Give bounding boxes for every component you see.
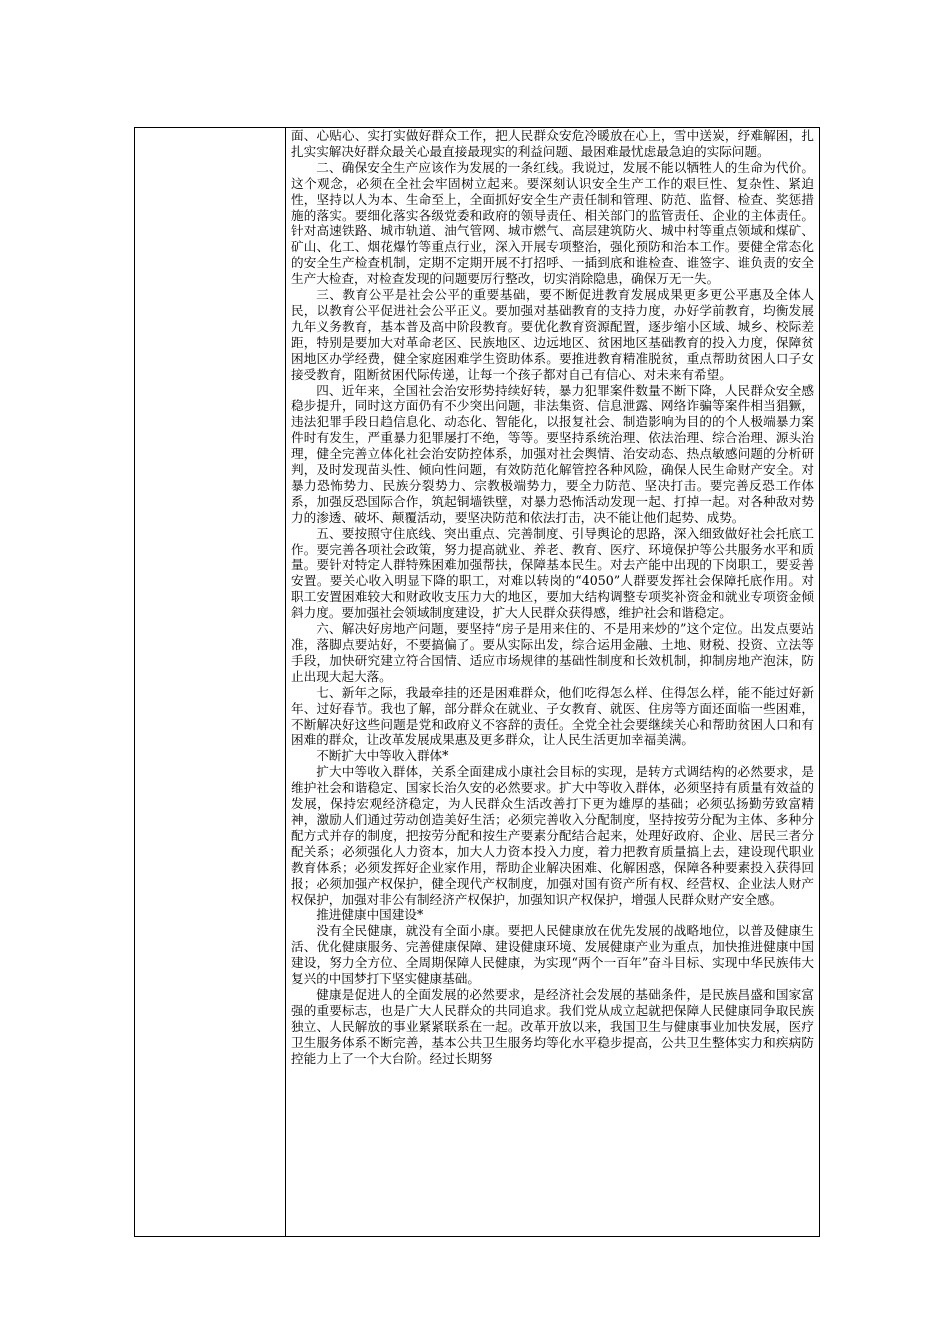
paragraph: 四、近年来，全国社会治安形势持续好转，暴力犯罪案件数量不断下降，人民群众安全感稳步提升，同时这方面仍有不少突出问题，非法集资、信息泄露、网络诈骗等案件相当猖獗，违法犯罪手段日趋信息化、动态化、智能化，以报复社会、制造影响为目的的个人极端暴力案件时有发生，严重暴力犯罪屡打不绝，等等。要坚持系统治理、依法治理、综合治理、源头治理，健全完善立体化社会治安防控体系，加强对社会舆情、治安动态、热点敏感问题的分析研判，及时发现苗头性、倾向性问题，有效防范化解管控各种风险，确保人民生命财产安全。对暴力恐怖势力、民族分裂势力、宗教极端势力，要全力防范、坚决打击。要完善反恐工作体系，加强反恐国际合作，筑起铜墙铁壁，对暴力恐怖活动发现一起、打掉一起。对各种敌对势力的渗透、破坏、颠覆活动，要坚决防范和依法打击，决不能让他们起势、成势。 bbox=[291, 382, 814, 525]
paragraph: 健康是促进人的全面发展的必然要求，是经济社会发展的基础条件，是民族昌盛和国家富强的重要标志，也是广大人民群众的共同追求。我们党从成立起就把保障人民健康同争取民族独立、人民解放的事业紧紧联系在一起。改革开放以来，我国卫生与健康事业加快发展，医疗卫生服务体系不断完善，基本公共卫生服务均等化水平稳步提高，公共卫生整体实力和疾病防控能力上了一个大台阶。经过长期努 bbox=[291, 986, 814, 1066]
content-cell bbox=[286, 128, 819, 1236]
paragraph: 七、新年之际，我最牵挂的还是困难群众，他们吃得怎么样、住得怎么样，能不能过好新年、过好春节。我也了解，部分群众在就业、子女教育、就医、住房等方面还面临一些困难，不断解决好这些问题是党和政府义不容辞的责任。全党全社会要继续关心和帮助贫困人口和有困难的群众，让改革发展成果惠及更多群众，让人民生活更加幸福美满。 bbox=[291, 684, 814, 748]
left-empty-cell bbox=[135, 128, 286, 1236]
paragraph: 面、心贴心、实打实做好群众工作，把人民群众安危冷暖放在心上，雪中送炭，纾难解困，扎扎实实解决好群众最关心最直接最现实的利益问题、最困难最忧虑最急迫的实际问题。 bbox=[291, 128, 814, 159]
document-table bbox=[134, 127, 820, 1237]
paragraph: 六、解决好房地产问题，要坚持“房子是用来住的、不是用来炒的”这个定位。出发点要站准，落脚点要站好，不要搞偏了。要从实际出发，综合运用金融、土地、财税、投资、立法等手段，加快研究建立符合国情、适应市场规律的基础性制度和长效机制，抑制房地产泡沫，防止出现大起大落。 bbox=[291, 621, 814, 684]
paragraph: 二、确保安全生产应该作为发展的一条红线。我说过，发展不能以牺牲人的生命为代价。这个观念，必须在全社会牢固树立起来。要深刻认识安全生产工作的艰巨性、复杂性、紧迫性，坚持以人为本、生命至上，全面抓好安全生产责任制和管理、防范、监督、检查、奖惩措施的落实。要细化落实各级党委和政府的领导责任、相关部门的监管责任、企业的主体责任。针对高速铁路、城市轨道、油气管网、城市燃气、高层建筑防火、城中村等重点领域和煤矿、矿山、化工、烟花爆竹等重点行业，深入开展专项整治，强化预防和治本工作。要健全常态化的安全生产检查机制，定期不定期开展不打招呼、一插到底和谁检查、谁签字、谁负责的安全生产大检查，对检查发现的问题要厉行整改，切实消除隐患，确保万无一失。 bbox=[291, 159, 814, 287]
paragraph: 五、要按照守住底线、突出重点、完善制度、引导舆论的思路，深入细致做好社会托底工作。要完善各项社会政策，努力提高就业、养老、教育、医疗、环境保护等公共服务水平和质量。要针对特定人群特殊困难加强帮扶，保障基本民生。对去产能中出现的下岗职工，要妥善安置。要关心收入明显下降的职工，对难以转岗的“4050”人群要发挥社会保障托底作用。对职工安置困难较大和财政收支压力大的地区，要加大结构调整专项奖补资金和就业专项资金倾斜力度。要加强社会领域制度建设，扩大人民群众获得感，维护社会和谐稳定。 bbox=[291, 525, 814, 621]
paragraph: 三、教育公平是社会公平的重要基础，要不断促进教育发展成果更多更公平惠及全体人民，以教育公平促进社会公平正义。要加强对基础教育的支持力度，办好学前教育，均衡发展九年义务教育，基本普及高中阶段教育。要优化教育资源配置，逐步缩小区域、城乡、校际差距，特别是要加大对革命老区、民族地区、边远地区、贫困地区基础教育的投入力度，保障贫困地区办学经费，健全家庭困难学生资助体系。要推进教育精准脱贫，重点帮助贫困人口子女接受教育，阻断贫困代际传递，让每一个孩子都对自己有信心、对未来有希望。 bbox=[291, 287, 814, 382]
section-heading: 不断扩大中等收入群体* bbox=[316, 748, 449, 764]
paragraph: 没有全民健康，就没有全面小康。要把人民健康放在优先发展的战略地位，以普及健康生活、优化健康服务、完善健康保障、建设健康环境、发展健康产业为重点，加快推进健康中国建设，努力全方位、全周期保障人民健康，为实现“两个一百年”奋斗目标、实现中华民族伟大复兴的中国梦打下坚实健康基础。 bbox=[291, 923, 814, 987]
paragraph: 扩大中等收入群体，关系全面建成小康社会目标的实现，是转方式调结构的必然要求，是维护社会和谐稳定、国家长治久安的必然要求。扩大中等收入群体，必须坚持有质量有效益的发展，保持宏观经济稳定，为人民群众生活改善打下更为雄厚的基础；必须弘扬勤劳致富精神，激励人们通过劳动创造美好生活；必须完善收入分配制度，坚持按劳分配为主体、多种分配方式并存的制度，把按劳分配和按生产要素分配结合起来，处理好政府、企业、居民三者分配关系；必须强化人力资本，加大人力资本投入力度，着力把教育质量搞上去，建设现代职业教育体系；必须发挥好企业家作用，帮助企业解决困难、化解困惑，保障各种要素投入获得回报；必须加强产权保护，健全现代产权制度，加强对国有资产所有权、经营权、企业法人财产权保护，加强对非公有制经济产权保护，加强知识产权保护，增强人民群众财产安全感。 bbox=[291, 764, 814, 907]
section-heading: 推进健康中国建设* bbox=[316, 907, 424, 923]
